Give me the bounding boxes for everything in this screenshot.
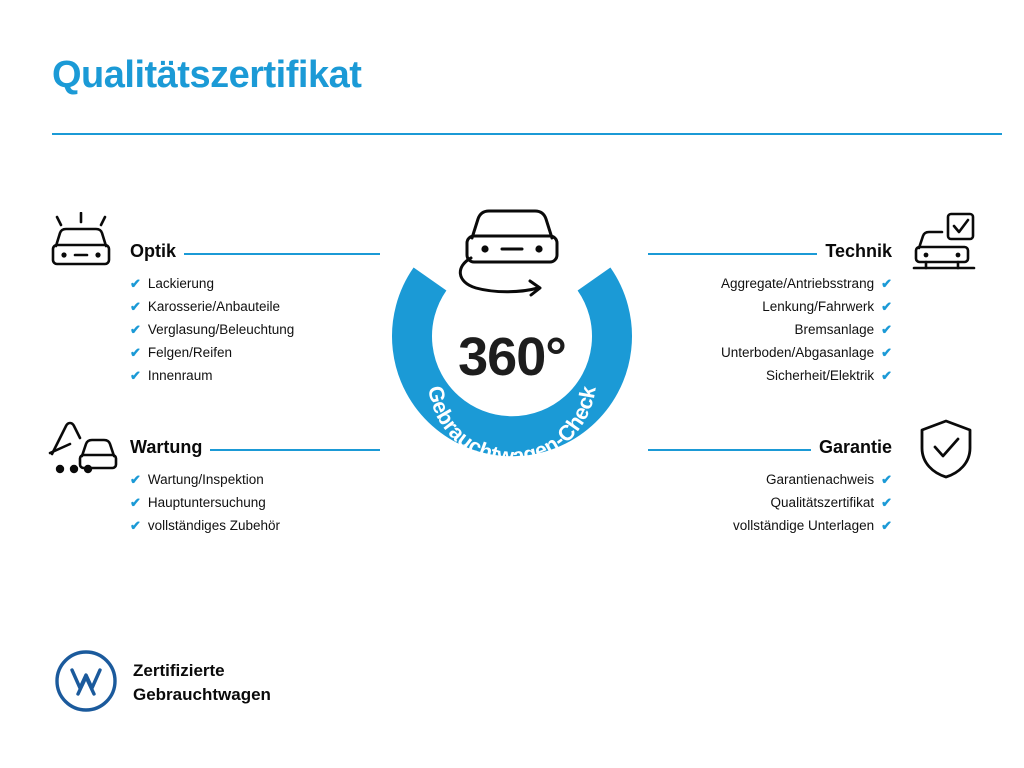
list-item [130,295,380,318]
check-icon: ✔ [130,495,141,510]
list-item-label: Aggregate/Antriebsstrang [720,276,875,291]
section-wartung [130,438,380,553]
car-front-shine-icon [48,212,114,279]
section-garantie [648,438,892,553]
list-item-label: Qualitätszertifikat [770,495,875,510]
list-item-label: Lenkung/Fahrwerk [762,299,875,314]
car-check-lift-icon [912,212,976,279]
list-item [648,341,892,364]
list-item [648,468,892,491]
list-item [648,318,892,341]
360-check-graphic [368,196,656,506]
list-item-label: Innenraum [147,368,213,383]
list-item [648,272,892,295]
checklist [130,468,380,537]
list-item-label: Verglasung/Beleuchtung [147,322,295,337]
list-item [130,341,380,364]
check-icon: ✔ [130,299,141,314]
check-icon: ✔ [881,495,892,510]
check-icon: ✔ [881,518,892,533]
list-item [130,491,380,514]
list-item-label: Garantienachweis [766,472,875,487]
footer-line-1: Zertifizierte [133,661,225,680]
check-icon: ✔ [130,345,141,360]
title-divider [52,133,1002,135]
check-icon: ✔ [130,518,141,533]
section-header [648,242,892,260]
checklist [130,272,380,387]
footer-line-2: Gebrauchtwagen [133,685,271,704]
section-divider [648,449,811,451]
list-item [130,514,380,537]
section-divider [210,449,380,451]
vw-logo [55,650,117,717]
list-item-label: Unterboden/Abgasanlage [720,345,875,360]
footer-text [133,659,271,707]
check-icon: ✔ [130,276,141,291]
list-item [648,364,892,387]
list-item [130,364,380,387]
checklist [648,468,892,537]
check-icon: ✔ [881,276,892,291]
check-icon: ✔ [881,322,892,337]
check-icon: ✔ [881,345,892,360]
section-technik [648,242,892,403]
section-optik [130,242,380,403]
check-icon: ✔ [130,472,141,487]
list-item-label: Bremsanlage [794,322,875,337]
checklist [648,272,892,387]
section-header [130,242,380,260]
section-header [130,438,380,456]
list-item-label: Felgen/Reifen [147,345,232,360]
list-item [130,272,380,295]
list-item [648,491,892,514]
list-item-label: Karosserie/Anbauteile [147,299,280,314]
list-item-label: Sicherheit/Elektrik [766,368,875,383]
list-item [130,318,380,341]
check-icon: ✔ [881,299,892,314]
section-header [648,438,892,456]
section-divider [648,253,817,255]
list-item-label: Wartung/Inspektion [147,472,264,487]
list-item [130,468,380,491]
section-title: Garantie [818,437,892,457]
degrees-label: 360° [458,327,566,387]
section-title: Optik [130,241,177,261]
list-item-label: Hauptuntersuchung [147,495,266,510]
list-item-label: vollständiges Zubehör [147,518,280,533]
list-item [648,514,892,537]
arc-label-text: Gebrauchtwagen-Check [423,383,601,469]
car-maintenance-icon [46,420,118,481]
page-title: Qualitätszertifikat [52,54,362,96]
check-icon: ✔ [881,368,892,383]
check-icon: ✔ [881,472,892,487]
section-title: Wartung [130,437,203,457]
check-icon: ✔ [130,322,141,337]
section-divider [184,253,380,255]
list-item-label: vollständige Unterlagen [733,518,875,533]
check-icon: ✔ [130,368,141,383]
shield-check-icon [918,418,974,485]
list-item-label: Lackierung [147,276,214,291]
list-item [648,295,892,318]
section-title: Technik [825,241,892,261]
